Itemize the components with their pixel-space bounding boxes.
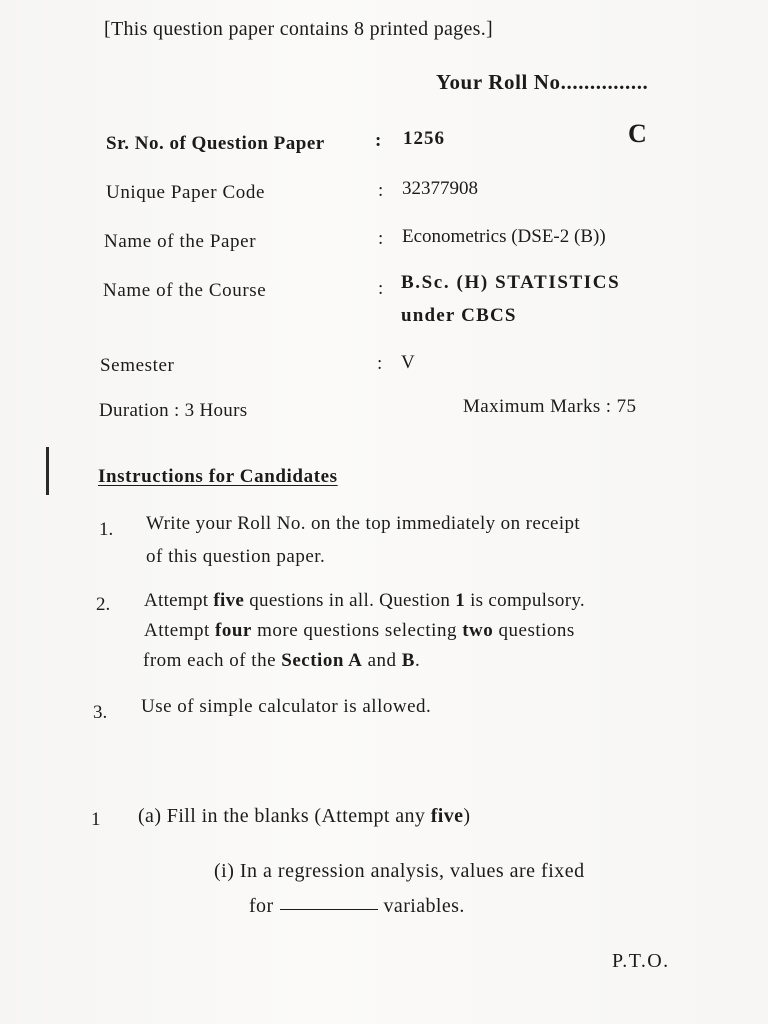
semester-separator: : <box>377 353 383 374</box>
instruction-2-line1: Attempt five questions in all. Question 1 is compulsory. <box>144 590 585 611</box>
semester-value: V <box>401 352 415 373</box>
question-1a: (a) Fill in the blanks (Attempt any five) <box>138 805 471 827</box>
course-name-value-line2: under CBCS <box>401 305 517 326</box>
instruction-1-line1: Write your Roll No. on the top immediately on receipt <box>146 513 581 534</box>
instruction-2-line2: Attempt four more questions selecting two questions <box>144 620 575 641</box>
maximum-marks: Maximum Marks : 75 <box>463 396 637 417</box>
course-name-value-line1: B.Sc. (H) STATISTICS <box>401 272 621 293</box>
paper-name-value: Econometrics (DSE-2 (B)) <box>402 226 606 247</box>
upc-separator: : <box>378 180 384 201</box>
duration: Duration : 3 Hours <box>99 400 248 421</box>
paper-name-separator: : <box>378 228 384 249</box>
instruction-3-line1: Use of simple calculator is allowed. <box>141 696 432 717</box>
pages-note: [This question paper contains 8 printed pages.] <box>104 18 494 40</box>
instruction-2-number: 2. <box>96 594 111 615</box>
margin-mark <box>46 447 49 495</box>
instruction-3-number: 3. <box>93 702 108 723</box>
question-1a-i-line1: (i) In a regression analysis, values are fixed <box>214 860 585 882</box>
semester-label: Semester <box>100 355 175 376</box>
upc-label: Unique Paper Code <box>106 182 265 203</box>
roll-no-field: Your Roll No............... <box>436 70 649 94</box>
sr-no-label: Sr. No. of Question Paper <box>106 133 325 154</box>
question-1a-i-line2: for variables. <box>249 895 465 917</box>
instruction-1-line2: of this question paper. <box>146 546 326 567</box>
sr-no-value: 1256 <box>403 128 445 149</box>
instruction-1-number: 1. <box>99 519 114 540</box>
upc-value: 32377908 <box>402 178 478 199</box>
answer-blank <box>280 909 378 910</box>
paper-name-label: Name of the Paper <box>104 231 257 252</box>
sr-no-separator: : <box>375 130 382 151</box>
instruction-2-line3: from each of the Section A and B. <box>143 650 421 671</box>
pto: P.T.O. <box>612 950 670 972</box>
set-letter: C <box>628 119 647 148</box>
course-name-label: Name of the Course <box>103 280 267 301</box>
instructions-heading: Instructions for Candidates <box>98 466 338 487</box>
course-name-separator: : <box>378 278 384 299</box>
question-1-number: 1 <box>91 809 101 830</box>
